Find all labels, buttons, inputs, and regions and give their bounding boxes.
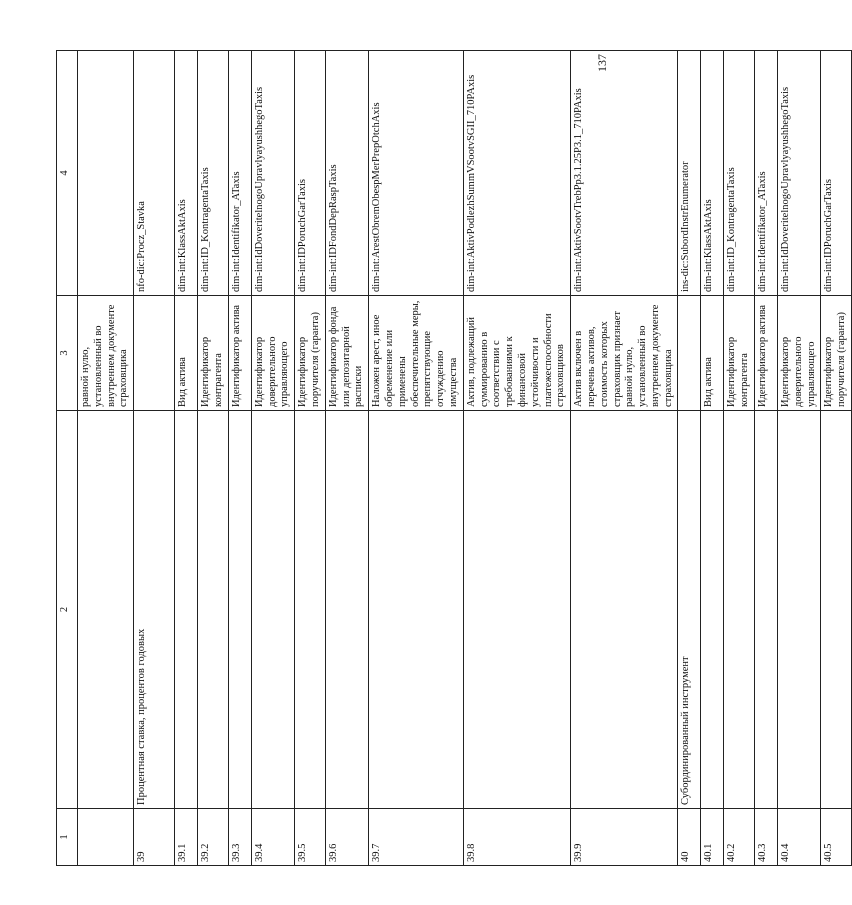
cell-description: Идентификатор контрагента — [724, 296, 755, 411]
table-row — [325, 51, 368, 866]
cell-code: dim-int:ID_KontragentaTaxis — [198, 51, 229, 296]
cell-description: Идентификатор поручителя (гаранта) — [295, 296, 326, 411]
header-row — [57, 51, 78, 866]
cell-number: 39.8 — [463, 809, 570, 866]
table-row — [369, 51, 464, 866]
table-row — [198, 51, 229, 866]
cell-number: 39.9 — [571, 809, 678, 866]
cell-description: Идентификатор доверительного управляющего — [251, 296, 294, 411]
cell-code: dim-int:KlassAktAxis — [175, 51, 198, 296]
table-row — [228, 51, 251, 866]
cell-number: 40.4 — [778, 809, 821, 866]
cell-description: равной нулю, установленный во внутреннем документе страховщика — [78, 296, 134, 411]
cell-code: dim-int:KlassAktAxis — [701, 51, 724, 296]
cell-description: Актив, подлежащий суммированию в соответствии с требованиями к финансовой устойчивости и платежеспособности страховщиков — [463, 296, 570, 411]
cell-description — [134, 296, 175, 411]
cell-number: 39.7 — [369, 809, 464, 866]
cell-name — [724, 411, 755, 809]
table-row — [701, 51, 724, 866]
cell-name — [325, 411, 368, 809]
cell-name — [175, 411, 198, 809]
table-row — [175, 51, 198, 866]
table-row — [463, 51, 570, 866]
cell-code: dim-int:IdDoveritelnogoUpravlyayushhegoTaxis — [251, 51, 294, 296]
cell-code: dim-int:IDFondDepRaspTaxis — [325, 51, 368, 296]
header-cell-1: 1 — [57, 809, 78, 866]
cell-description — [678, 296, 701, 411]
cell-code: dim-int:IdDoveritelnogoUpravlyayushhegoTaxis — [778, 51, 821, 296]
cell-name — [821, 411, 852, 809]
table-row — [821, 51, 852, 866]
cell-number: 39.2 — [198, 809, 229, 866]
cell-code: dim-int:ArestObremObespMerPrepOtchAxis — [369, 51, 464, 296]
cell-name — [251, 411, 294, 809]
cell-number: 40.5 — [821, 809, 852, 866]
cell-name — [295, 411, 326, 809]
table-row — [571, 51, 678, 866]
cell-name — [778, 411, 821, 809]
cell-name — [78, 411, 134, 809]
cell-code: dim-int:IDPoruchGarTaxis — [821, 51, 852, 296]
header-cell-3: 3 — [57, 296, 78, 411]
cell-number: 39.1 — [175, 809, 198, 866]
table-row — [755, 51, 778, 866]
cell-description: Идентификатор поручителя (гаранта) — [821, 296, 852, 411]
cell-description: Идентификатор актива — [228, 296, 251, 411]
cell-code: dim-int:IDPoruchGarTaxis — [295, 51, 326, 296]
cell-code: dim-int:Identifikator_ATaxis — [228, 51, 251, 296]
table-row — [251, 51, 294, 866]
data-table — [56, 50, 852, 866]
cell-description: Идентификатор доверительного управляющего — [778, 296, 821, 411]
cell-code: ins-dic:SubordInstrEnumerator — [678, 51, 701, 296]
cell-name: Субординированный инструмент — [678, 411, 701, 809]
cell-number: 39.6 — [325, 809, 368, 866]
cell-description: Идентификатор фонда или депозитарной расписки — [325, 296, 368, 411]
cell-code: dim-int:AktivSootvTrebPp3.1.25P3.1_710PAxis — [571, 51, 678, 296]
cell-number: 40.2 — [724, 809, 755, 866]
page-number: 137 — [595, 54, 609, 72]
cell-number: 39.5 — [295, 809, 326, 866]
cell-description: Идентификатор актива — [755, 296, 778, 411]
table-row — [295, 51, 326, 866]
cell-description: Вид актива — [175, 296, 198, 411]
cell-number: 39 — [134, 809, 175, 866]
cell-number — [78, 809, 134, 866]
cell-description: Идентификатор контрагента — [198, 296, 229, 411]
table-row — [134, 51, 175, 866]
cell-number: 39.3 — [228, 809, 251, 866]
cell-name — [755, 411, 778, 809]
cell-name — [463, 411, 570, 809]
cell-name — [228, 411, 251, 809]
cell-number: 39.4 — [251, 809, 294, 866]
header-cell-2: 2 — [57, 411, 78, 809]
cell-description: Наложен арест, иное обременение или применены обеспечительные меры, препятствующие отчуждению имущества — [369, 296, 464, 411]
cell-number: 40 — [678, 809, 701, 866]
cell-code: dim-int:ID_KontragentaTaxis — [724, 51, 755, 296]
cell-code: dim-int:AktivPodlezhSummVSootvSGII_710PAxis — [463, 51, 570, 296]
cell-code: dim-int:Identifikator_ATaxis — [755, 51, 778, 296]
cell-number: 40.1 — [701, 809, 724, 866]
cell-code: nfo-dic:Procz_Stavka — [134, 51, 175, 296]
cell-name — [198, 411, 229, 809]
cell-number: 40.3 — [755, 809, 778, 866]
table-row — [778, 51, 821, 866]
cell-description: Актив включен в перечень активов, стоимость которых страховщик признает равной нулю, установленный во внутреннем документе страховщика — [571, 296, 678, 411]
header-cell-4: 4 — [57, 51, 78, 296]
cell-name: Процентная ставка, процентов годовых — [134, 411, 175, 809]
table-row — [78, 51, 134, 866]
cell-description: Вид актива — [701, 296, 724, 411]
cell-name — [369, 411, 464, 809]
cell-name — [701, 411, 724, 809]
cell-name — [571, 411, 678, 809]
table-row — [678, 51, 701, 866]
table-row — [724, 51, 755, 866]
cell-code — [78, 51, 134, 296]
